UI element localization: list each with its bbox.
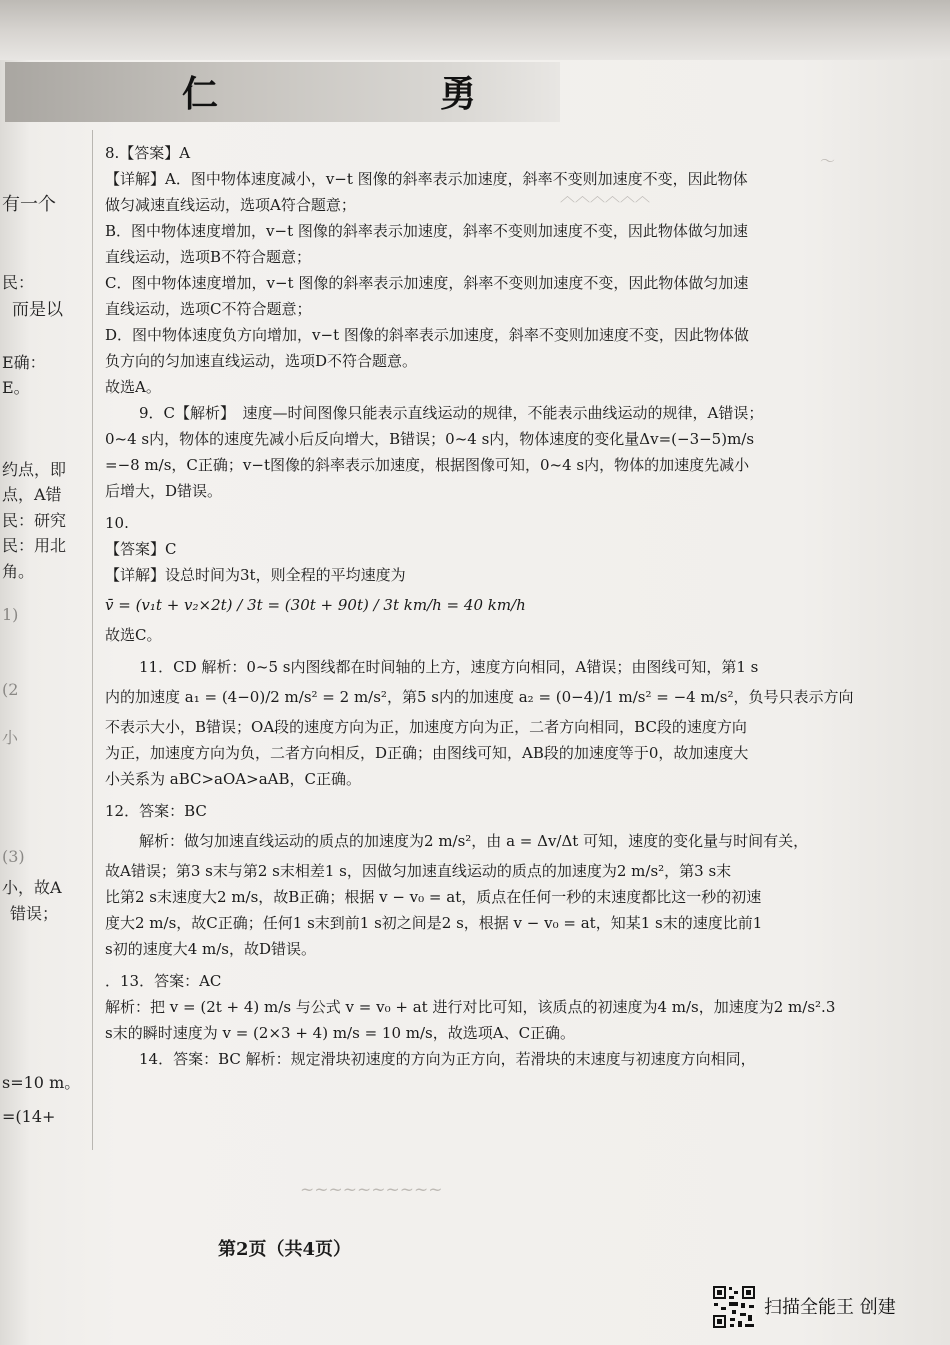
fragment: 有一个 [2, 194, 56, 215]
fragment: 小 [2, 728, 19, 747]
q10-number: 10. [105, 514, 129, 532]
fragment: 而是以 [12, 300, 63, 320]
q12-line: 度大2 m/s，故C正确；任何1 s末到前1 s初之间是2 s，根据 v − v₀ = at，知某1 s末的速度比前1 [105, 914, 763, 932]
ghost-text: ︿︿︿︿︿︿ [560, 187, 651, 205]
fragment: 点，A错 [2, 485, 62, 504]
q8-line: D．图中物体速度负方向增加，v−t 图像的斜率表示加速度，斜率不变则加速度不变，因此物体做 [105, 326, 749, 344]
fragment: 约点，即 [2, 460, 67, 479]
q8-line: 直线运动，选项B不符合题意； [105, 248, 312, 266]
q8-answer: 8.【答案】A [105, 144, 191, 162]
q9-line: 9．C【解析】 速度—时间图像只能表示直线运动的规律，不能表示曲线运动的规律，A错误； [139, 404, 764, 422]
fragment: 角。 [2, 562, 35, 581]
q11-line: 不表示大小，B错误；OA段的速度方向为正，加速度方向为正，二者方向相同，BC段的速度方向 [105, 718, 747, 736]
q9-line: =−8 m/s，C正确；v−t图像的斜率表示加速度，根据图像可知，0~4 s内，物体的加速度先减小 [105, 456, 750, 474]
q12-line: 故A错误；第3 s末与第2 s末相差1 s，因做匀加速直线运动的质点的加速度为2 m/s²，第3 s末 [105, 862, 732, 880]
q10-detail: 【详解】设总时间为3t，则全程的平均速度为 [105, 566, 406, 584]
left-margin-fragments [0, 175, 90, 1175]
q13-line: s末的瞬时速度为 v = (2×3 + 4) m/s = 10 m/s，故选项A、C正确。 [105, 1024, 576, 1042]
q10-answer: 【答案】C [105, 540, 177, 558]
fragment: 小，故A [2, 878, 62, 897]
fragment: 民：用北 [2, 536, 67, 555]
answer-body [105, 140, 865, 1072]
q12-line: s初的速度大4 m/s，故D错误。 [105, 940, 317, 958]
header-strip [5, 62, 560, 122]
header-char-left: 仁 [182, 73, 219, 115]
q11-line: 为正，加速度方向为负，二者方向相反，D正确；由图线可知，AB段的加速度等于0，故加速度大 [105, 744, 749, 762]
fragment: =(14+ [2, 1107, 56, 1126]
fragment: s=10 m。 [2, 1073, 81, 1092]
q11-line: 内的加速度 a₁ = (4−0)/2 m/s² = 2 m/s²，第5 s内的加速度 a₂ = (0−4)/1 m/s² = −4 m/s²，负号只表示方向 [105, 688, 854, 706]
q12-line: 比第2 s末速度大2 m/s，故B正确；根据 v − v₀ = at，质点在任何一秒的末速度都比这一秒的初速 [105, 888, 762, 906]
q8-line: C．图中物体速度增加，v−t 图像的斜率表示加速度，斜率不变则加速度不变，因此物体做匀加速 [105, 274, 749, 292]
scan-top-shadow [0, 0, 950, 60]
q8-line: B．图中物体速度增加，v−t 图像的斜率表示加速度，斜率不变则加速度不变，因此物体做匀加速 [105, 222, 748, 240]
q9-line: 后增大，D错误。 [105, 482, 223, 500]
fragment: 错误； [10, 904, 59, 923]
scanner-brand: 扫描全能王 创建 [764, 1297, 896, 1318]
q11-line: 小关系为 aBC>aOA>aAB，C正确。 [105, 770, 361, 788]
q10-formula: v̄ = (v₁t + v₂×2t) / 3t = (30t + 90t) / 3t km/h = 40 km/h [105, 596, 526, 614]
q9-line: 0~4 s内，物体的速度先减小后反向增大，B错误；0~4 s内，物体速度的变化量Δv=(−3−5)m/s [105, 430, 755, 448]
q8-line: 负方向的匀加速直线运动，选项D不符合题意。 [105, 352, 418, 370]
fragment: 民：研究 [2, 511, 67, 530]
ghost-text: ～ [820, 152, 836, 170]
fragment: E确： [2, 353, 46, 372]
qr-code-icon [712, 1285, 756, 1329]
fragment: (3) [2, 847, 25, 866]
ghost-text: ~~~~~~~~~~ [300, 1180, 443, 1200]
q12-answer: 12．答案：BC [105, 802, 207, 820]
q11-line: 11．CD 解析：0~5 s内图线都在时间轴的上方，速度方向相同，A错误；由图线可知，第1 s [139, 658, 759, 676]
q8-line: 做匀减速直线运动，选项A符合题意； [105, 196, 356, 214]
fragment: (2 [2, 680, 19, 699]
q12-line: 解析：做匀加速直线运动的质点的加速度为2 m/s²，由 a = Δv/Δt 可知，速度的变化量与时间有关， [139, 832, 809, 850]
page-number: 第2页（共4页） [218, 1239, 352, 1260]
q14-line: 14．答案：BC 解析：规定滑块初速度的方向为正方向，若滑块的末速度与初速度方向相同， [139, 1050, 756, 1068]
margin-divider [92, 130, 93, 1150]
q13-answer: ．13．答案：AC [105, 972, 222, 990]
fragment: 1) [2, 605, 19, 624]
header-char-right: 勇 [440, 73, 477, 115]
q10-conclusion: 故选C。 [105, 626, 162, 644]
q13-line: 解析：把 v = (2t + 4) m/s 与公式 v = v₀ + at 进行对比可知，该质点的初速度为4 m/s，加速度为2 m/s².3 [105, 998, 836, 1016]
q8-line: 【详解】A．图中物体速度减小，v−t 图像的斜率表示加速度，斜率不变则加速度不变，因此物体 [105, 170, 748, 188]
q8-line: 直线运动，选项C不符合题意； [105, 300, 312, 318]
fragment: E。 [2, 378, 30, 397]
fragment: 民： [2, 273, 35, 292]
q8-line: 故选A。 [105, 378, 161, 396]
